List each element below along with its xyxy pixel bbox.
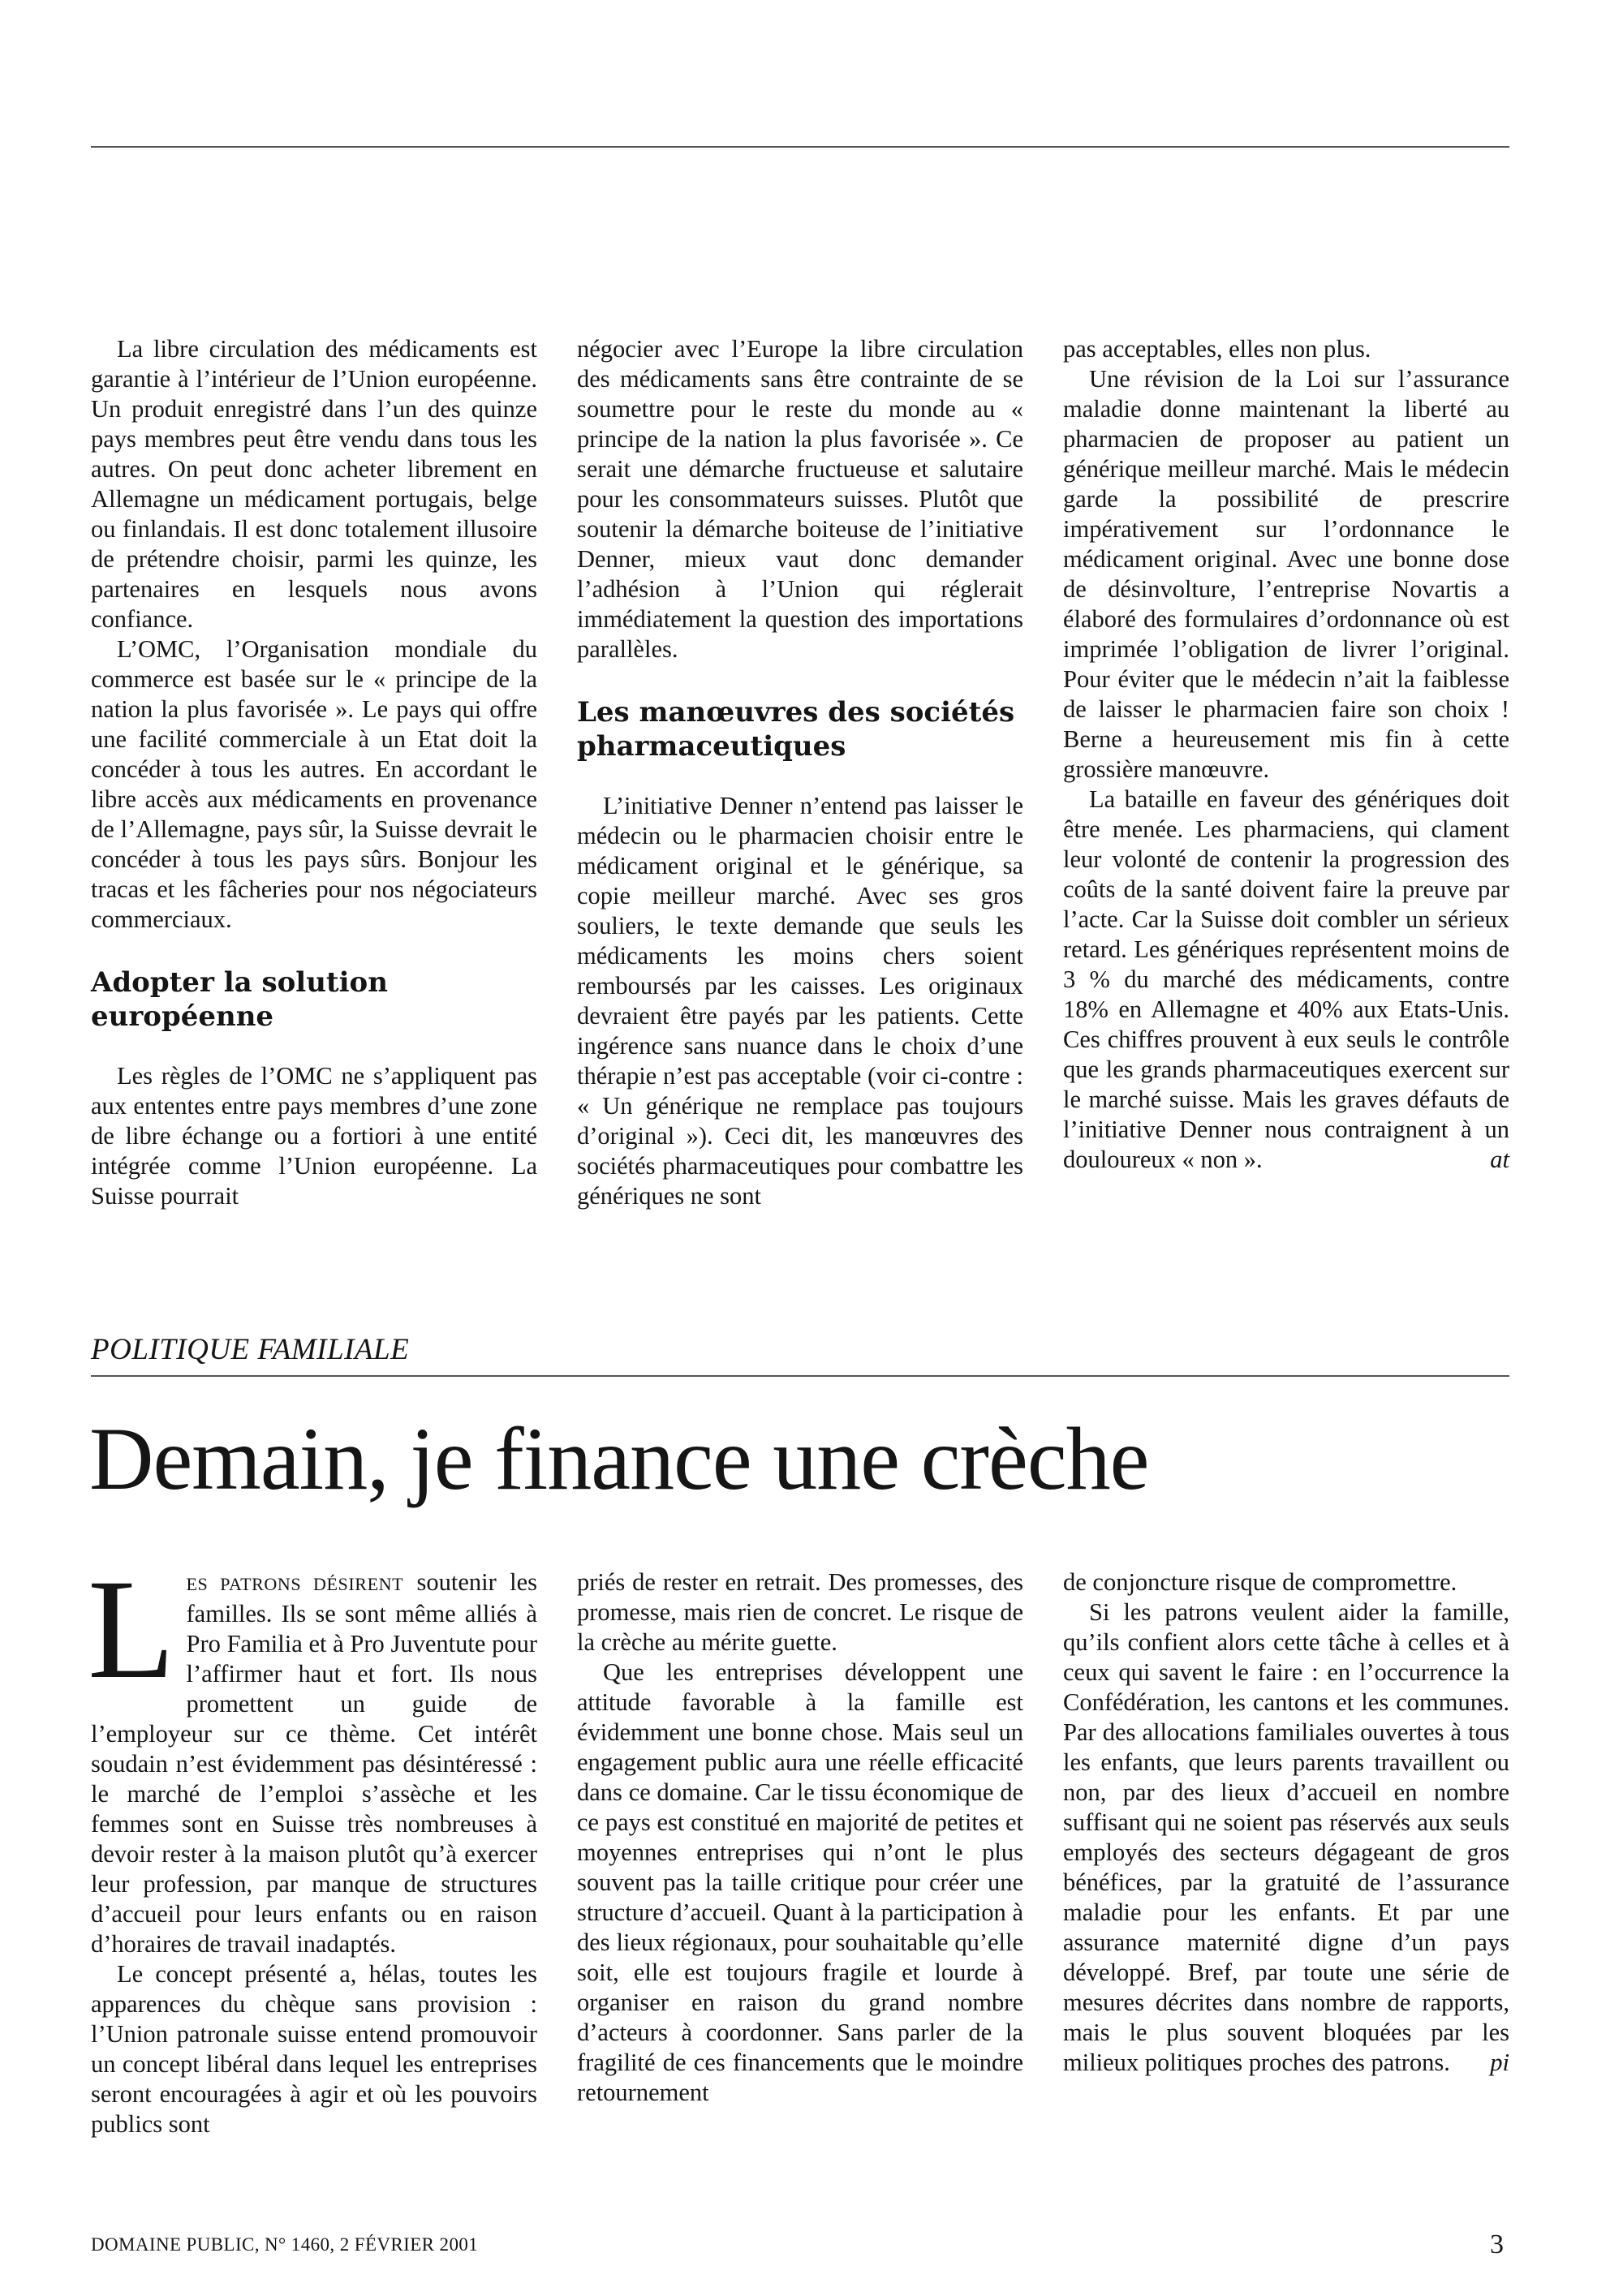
article-body [88, 1550, 1509, 2168]
paragraph: Que les entreprises développent une attitude favorable à la famille est évidemment une bonne chose. Mais seul un engagement public aura une réelle efficacité dans ce domaine. Car le tissu économique de ce pays est constitué en majorité de petites et moyennes entreprises qui n’ont le plus souvent pas la taille critique pour créer une structure d’accueil. Quant à la participation à des lieux régionaux, pour souhaitable qu’elle soit, elle est toujours fragile et lourde à organiser en raison du grand nombre d’acteurs à coordonner. Sans parler de la fragilité de ces financements que le moindre retournement [577, 1658, 1023, 2106]
paragraph: Les règles de l’OMC ne s’appliquent pas aux ententes entre pays membres d’une zone de libre échange ou a fortiori à une entité intégrée comme l’Union européenne. La Suisse pourrait [91, 1062, 537, 1210]
author-signature: at [1490, 1146, 1509, 1173]
upper-column-3 [1063, 334, 1509, 1275]
paragraph [88, 1550, 537, 1959]
paragraph: L’initiative Denner n’entend pas laisser le médecin ou le pharmacien choisir entre le médicament original et le générique, sa copie meilleur marché. Avec ses gros souliers, le texte demande que seuls les médicaments les moins chers soient remboursés par les caisses. Les originaux devraient être payés par les patients. Cette ingérence sans nuance dans le choix d’une thérapie n’est pas acceptable (voir ci-contre : « Un générique ne remplace pas toujours d’original »). Ceci dit, les manœuvres des sociétés pharmaceutiques pour combattre les génériques ne sont [577, 792, 1023, 1210]
upper-column-1 [91, 334, 537, 1275]
lead-in: ES PATRONS DÉSIRENT [186, 1574, 404, 1594]
section-rubric: POLITIQUE FAMILIALE [91, 1333, 410, 1366]
paragraph: Une révision de la Loi sur l’assurance maladie donne maintenant la liberté au pharmacien de proposer au patient un générique meilleur marché. Mais le médecin garde la possibilité de prescrire impérativement sur l’ordonnance le médicament original. Avec une bonne dose de désinvolture, l’entreprise Novartis a élaboré des formulaires d’ordonnance où est imprimée l’obligation de livrer l’original. Pour éviter que le médecin n’ait la faiblesse de laisser le pharmacien faire son choix ! Berne a heureusement mis fin à cette grossière manœuvre. [1063, 365, 1509, 783]
lower-column-1 [88, 1550, 537, 2168]
page-number: 3 [1490, 2229, 1504, 2259]
paragraph: Le concept présenté a, hélas, toutes les apparences du chèque sans provision : l’Union patronale suisse entend promouvoir un concept libéral dans lequel les entreprises seront encouragées à agir et où les pouvoirs publics sont [91, 1960, 537, 2138]
lower-column-2 [577, 1567, 1023, 2168]
author-signature: pi [1490, 2049, 1509, 2076]
paragraph-text: soutenir les familles. Ils se sont même alliés à Pro Familia et à Pro Juventute pour l’affirmer haut et fort. Ils nous promettent un guide de l’employeur sur ce thème. Cet intérêt soudain n’est évidemment pas désintéressé : le marché de l’emploi s’assèche et les femmes sont en Suisse très nombreuses à devoir rester à la maison plutôt qu’à exercer leur profession, par manque de structures d’accueil pour leurs enfants ou en raison d’horaires de travail inadaptés. [91, 1568, 537, 1958]
paragraph: priés de rester en retrait. Des promesses, des promesse, mais rien de concret. Le risque de la crèche au mérite guette. [577, 1568, 1023, 1656]
paragraph: pas acceptables, elles non plus. [1063, 335, 1371, 363]
paragraph: La libre circulation des médicaments est garantie à l’intérieur de l’Union européenne. Un produit enregistré dans l’un des quinze pays membres peut être vendu dans tous les autres. On peut donc acheter librement en Allemagne un médicament portugais, belge ou finlandais. Il est donc totalement illusoire de prétendre choisir, parmi les quinze, les partenaires en lesquels nous avons confiance. [91, 335, 537, 633]
publication-info: DOMAINE PUBLIC, N° 1460, 2 FÉVRIER 2001 [91, 2234, 479, 2255]
paragraph-text: Si les patrons veulent aider la famille, qu’ils confient alors cette tâche à celles et à ceux qui savent le faire : en l’occurrence la Confédération, les cantons et les communes. Par des allocations familiales ouvertes à tous les enfants, que leurs parents travaillent ou non, par des lieux d’accueil en nombre suffisant qui ne soient pas réservés aux seuls employés des secteurs dégageant de gros bénéfices, par la gratuité de l’assurance maladie pour les enfants. Et par une assurance maternité digne d’un pays développé. Bref, par toute une série de mesures décrites dans nombre de rapports, mais le plus souvent bloquées par les milieux politiques proches des patrons. [1063, 1598, 1509, 2076]
paragraph: négocier avec l’Europe la libre circulation des médicaments sans être contrainte de se soumettre pour le reste du monde au « principe de la nation la plus favorisée ». Ce serait une démarche fructueuse et salutaire pour les consommateurs suisses. Plutôt que soutenir la démarche boiteuse de l’initiative Denner, mieux vaut donc demander l’adhésion à l’Union qui réglerait immédiatement la question des importations parallèles. [577, 335, 1023, 663]
paragraph: de conjoncture risque de compromettre. [1063, 1568, 1457, 1596]
section-heading: Adopter la solution européenne [91, 966, 388, 1033]
paragraph [1063, 1597, 1509, 2078]
rubric-rule [91, 1375, 1509, 1377]
upper-column-2 [577, 334, 1023, 1275]
section-heading: Les manœuvres des sociétés pharmaceutiques [577, 696, 1015, 763]
paragraph-text: La bataille en faveur des génériques doit être menée. Les pharmaciens, qui clament leur volonté de contenir la progression des coûts de la santé doivent faire la preuve par l’acte. Car la Suisse doit combler un sérieux retard. Les génériques représentent moins de 3 % du marché des médicaments, contre 18% en Allemagne et 40% aux Etats-Unis. Ces chiffres prouvent à eux seuls le contrôle que les grands pharmaceutiques exercent sur le marché suisse. Mais les graves défauts de l’initiative Denner nous contraignent à un douloureux « non ». [1063, 785, 1509, 1173]
lower-column-3 [1063, 1567, 1509, 2168]
article-continuation [91, 334, 1509, 1275]
paragraph: L’OMC, l’Organisation mondiale du commerce est basée sur le « principe de la nation la plus favorisée ». Le pays qui offre une facilité commerciale à un Etat doit la concéder à tous les autres. En accordant le libre accès aux médicaments en provenance de l’Allemagne, pays sûr, la Suisse devrait le concéder à tous les pays sûrs. Bonjour les tracas et les fâcheries pour nos négociateurs commerciaux. [91, 635, 537, 933]
article-headline: Demain, je finance une crèche [89, 1409, 1149, 1508]
top-rule [91, 146, 1509, 148]
paragraph [1063, 785, 1509, 1175]
drop-cap: L [88, 1550, 175, 1709]
